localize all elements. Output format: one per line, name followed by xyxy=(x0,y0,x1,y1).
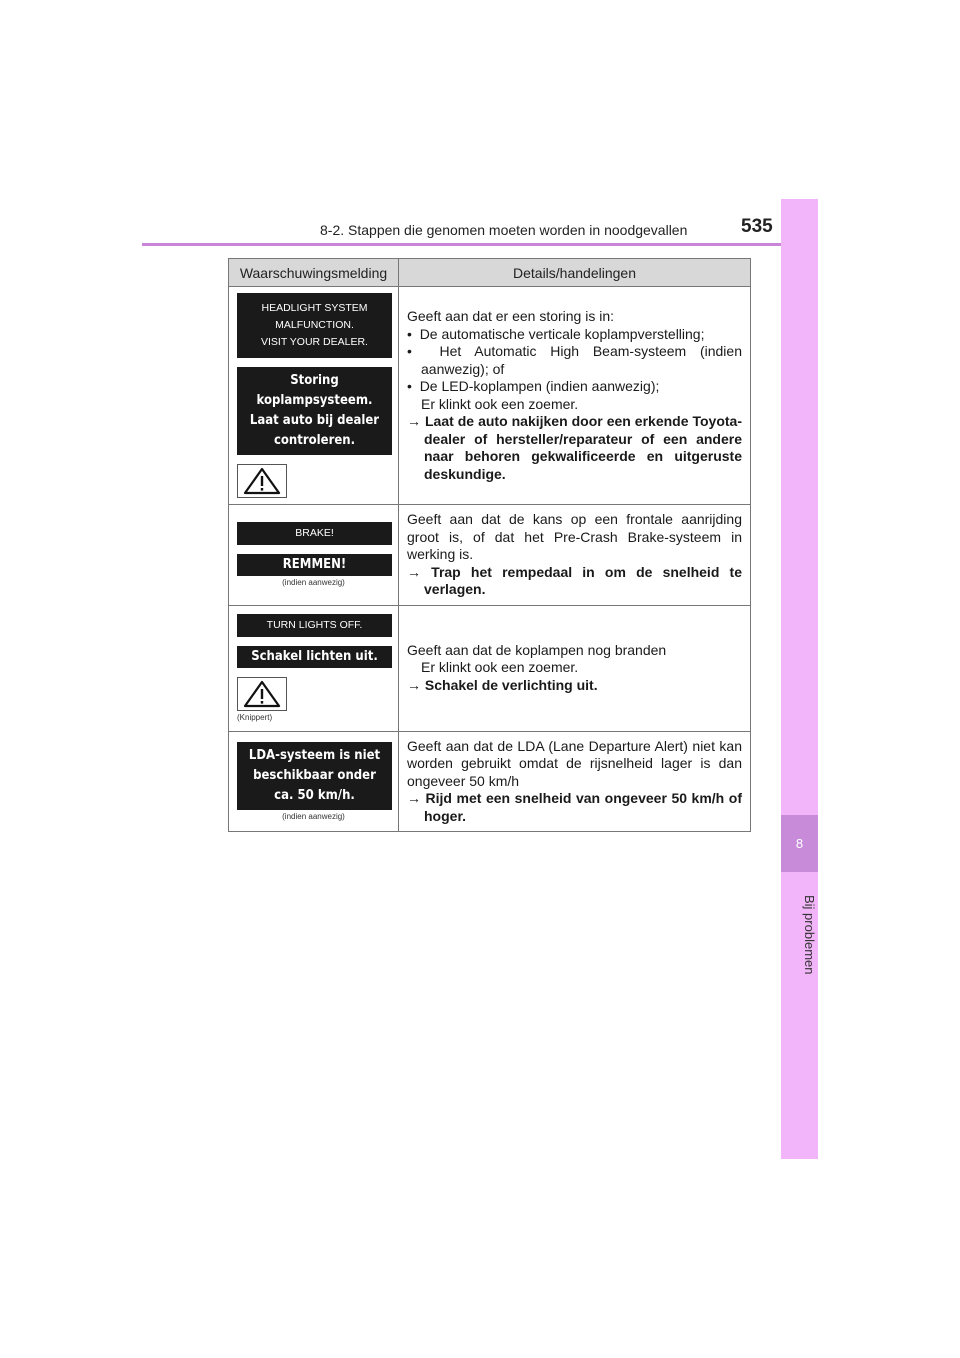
warning-triangle-icon xyxy=(237,677,287,711)
message-caption: (indien aanwezig) xyxy=(282,811,345,821)
arrow-icon: → xyxy=(407,413,421,429)
header-rule xyxy=(142,243,818,246)
details-cell: Geeft aan dat er een storing is in: • De automatische verticale koplampverstelling; • Het Automatic High Beam-systeem (indien aanwezig); of • De LED-koplampen (indien aanwezig); Er klinkt ook een zoemer. → Laat de auto nakijken door een erkende Toyota-dealer of hersteller/reparateur of een andere naar behoren gekwalificeerde en uitgeruste deskundige. xyxy=(399,287,751,505)
display-message-nl: Schakel lichten uit. xyxy=(237,646,392,668)
message-caption: (indien aanwezig) xyxy=(282,578,345,588)
display-message-nl: Storing koplampsysteem. Laat auto bij dealer controleren. xyxy=(237,367,392,455)
column-header-details: Details/handelingen xyxy=(399,259,751,287)
arrow-icon: → xyxy=(407,790,421,806)
action-instruction: → Laat de auto nakijken door een erkende Toyota-dealer of hersteller/reparateur of een andere naar behoren gekwalificeerde en uitgeruste deskundige. xyxy=(407,413,742,482)
details-cell: Geeft aan dat de LDA (Lane Departure Alert) niet kan worden gebruikt omdat de rijsnelheid lager is dan ongeveer 50 km/h → Rijd met een snelheid van ongeveer 50 km/h of hoger. xyxy=(399,731,751,832)
arrow-icon: → xyxy=(407,563,421,580)
message-cell xyxy=(229,287,399,505)
message-cell xyxy=(229,605,399,731)
table-row xyxy=(229,287,751,505)
table-row xyxy=(229,731,751,832)
side-tab xyxy=(781,199,818,1159)
display-message-nl: REMMEN! xyxy=(237,554,392,576)
details-cell: Geeft aan dat de koplampen nog branden Er klinkt ook een zoemer. → Schakel de verlichting uit. xyxy=(399,605,751,731)
action-instruction: → Schakel de verlichting uit. xyxy=(407,676,598,693)
display-message-en: BRAKE! xyxy=(237,522,392,545)
display-message-en: TURN LIGHTS OFF. xyxy=(237,614,392,637)
table-row xyxy=(229,605,751,731)
message-caption: (Knippert) xyxy=(237,713,273,722)
message-cell xyxy=(229,731,399,832)
chapter-number: 8 xyxy=(781,815,818,872)
message-cell xyxy=(229,505,399,606)
details-cell: Geeft aan dat de kans op een frontale aanrijding groot is, of dat het Pre-Crash Brake-systeem in werking is. → Trap het rempedaal in om de snelheid te verlagen. xyxy=(399,505,751,606)
section-title: 8-2. Stappen die genomen moeten worden in noodgevallen xyxy=(320,222,688,238)
table-row xyxy=(229,505,751,606)
arrow-icon: → xyxy=(407,676,421,693)
display-message-nl: LDA-systeem is niet beschikbaar onder ca. 50 km/h. xyxy=(237,742,392,810)
page-number: 535 xyxy=(741,216,773,237)
chapter-label: Bij problemen xyxy=(802,895,817,975)
display-message-en: HEADLIGHT SYSTEM MALFUNCTION. VISIT YOUR DEALER. xyxy=(237,293,392,358)
action-instruction: → Trap het rempedaal in om de snelheid te verlagen. xyxy=(407,563,742,597)
warning-table xyxy=(228,258,751,832)
action-instruction: → Rijd met een snelheid van ongeveer 50 km/h of hoger. xyxy=(407,790,742,824)
warning-triangle-icon xyxy=(237,464,287,498)
column-header-message: Waarschuwingsmelding xyxy=(229,259,399,287)
